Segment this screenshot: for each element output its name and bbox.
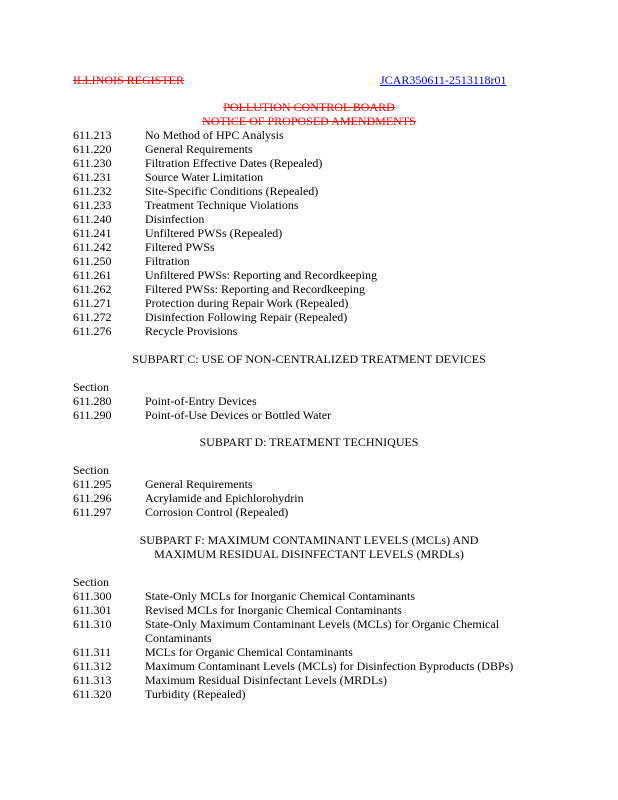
section-number: 611.280 [73,394,112,408]
board-title: POLLUTION CONTROL BOARD [223,100,395,114]
section-title: Unfiltered PWSs: Reporting and Recordkeeping [145,268,377,282]
section-number: 611.301 [73,603,112,617]
section-title: Site-Specific Conditions (Repealed) [145,184,319,198]
section-title: Filtered PWSs: Reporting and Recordkeeping [145,282,365,296]
section-title: Disinfection Following Repair (Repealed) [145,310,348,324]
register-title: ILLINOIS REGISTER [73,73,184,87]
section-number: 611.313 [73,673,112,687]
subpart-f-heading-line1: SUBPART F: MAXIMUM CONTAMINANT LEVELS (MCLs) AND [139,533,479,547]
section-title: Maximum Contaminant Levels (MCLs) for Disinfection Byproducts (DBPs) [145,659,514,673]
section-number: 611.276 [73,324,112,338]
jcar-link[interactable]: JCAR350611-2513118r01 [380,73,507,87]
section-title: Source Water Limitation [145,170,264,184]
section-title: Treatment Technique Violations [145,198,299,212]
section-title: Filtration Effective Dates (Repealed) [145,156,323,170]
section-title: Acrylamide and Epichlorohydrin [145,491,304,505]
section-number: 611.241 [73,226,112,240]
section-number: 611.242 [73,240,112,254]
section-title: Contaminants [145,631,212,645]
section-title: Revised MCLs for Inorganic Chemical Contaminants [145,603,402,617]
notice-title: NOTICE OF PROPOSED AMENDMENTS [202,114,416,128]
section-title: Recycle Provisions [145,324,238,338]
section-title: State-Only MCLs for Inorganic Chemical Contaminants [145,589,416,603]
section-number: 611.295 [73,477,112,491]
section-number: 611.311 [73,645,112,659]
section-number: 611.220 [73,142,112,156]
section-title: MCLs for Organic Chemical Contaminants [145,645,353,659]
section-title: General Requirements [145,477,253,491]
section-title: Unfiltered PWSs (Repealed) [145,226,283,240]
section-title: Corrosion Control (Repealed) [145,505,289,519]
section-number: 611.312 [73,659,112,673]
section-number: 611.262 [73,282,112,296]
section-number: 611.233 [73,198,112,212]
section-title: Protection during Repair Work (Repealed) [145,296,349,310]
section-label-text: Section [73,463,109,477]
section-title: State-Only Maximum Contaminant Levels (MCLs) for Organic Chemical [145,617,500,631]
section-number: 611.320 [73,687,112,701]
section-number: 611.231 [73,170,112,184]
section-number: 611.300 [73,589,112,603]
section-title: General Requirements [145,142,253,156]
section-number: 611.232 [73,184,112,198]
section-title: Maximum Residual Disinfectant Levels (MRDLs) [145,673,387,687]
subpart-c-heading: SUBPART C: USE OF NON-CENTRALIZED TREATMENT DEVICES [132,352,486,366]
section-number: 611.271 [73,296,112,310]
section-title: Filtration [145,254,190,268]
section-number: 611.250 [73,254,112,268]
section-title: Filtered PWSs [145,240,215,254]
section-number: 611.261 [73,268,112,282]
subpart-f-heading-line2: MAXIMUM RESIDUAL DISINFECTANT LEVELS (MRDLs) [154,547,464,561]
section-title: Disinfection [145,212,205,226]
section-number: 611.297 [73,505,112,519]
section-title: No Method of HPC Analysis [145,128,284,142]
section-number: 611.272 [73,310,112,324]
section-number: 611.213 [73,128,112,142]
section-number: 611.230 [73,156,112,170]
section-number: 611.310 [73,617,112,631]
section-number: 611.296 [73,491,112,505]
subpart-d-heading: SUBPART D: TREATMENT TECHNIQUES [199,435,419,449]
section-title: Point-of-Entry Devices [145,394,257,408]
section-title: Turbidity (Repealed) [145,687,246,701]
section-title: Point-of-Use Devices or Bottled Water [145,408,332,422]
section-number: 611.240 [73,212,112,226]
section-label-text: Section [73,575,109,589]
section-label-text: Section [73,380,109,394]
section-number: 611.290 [73,408,112,422]
